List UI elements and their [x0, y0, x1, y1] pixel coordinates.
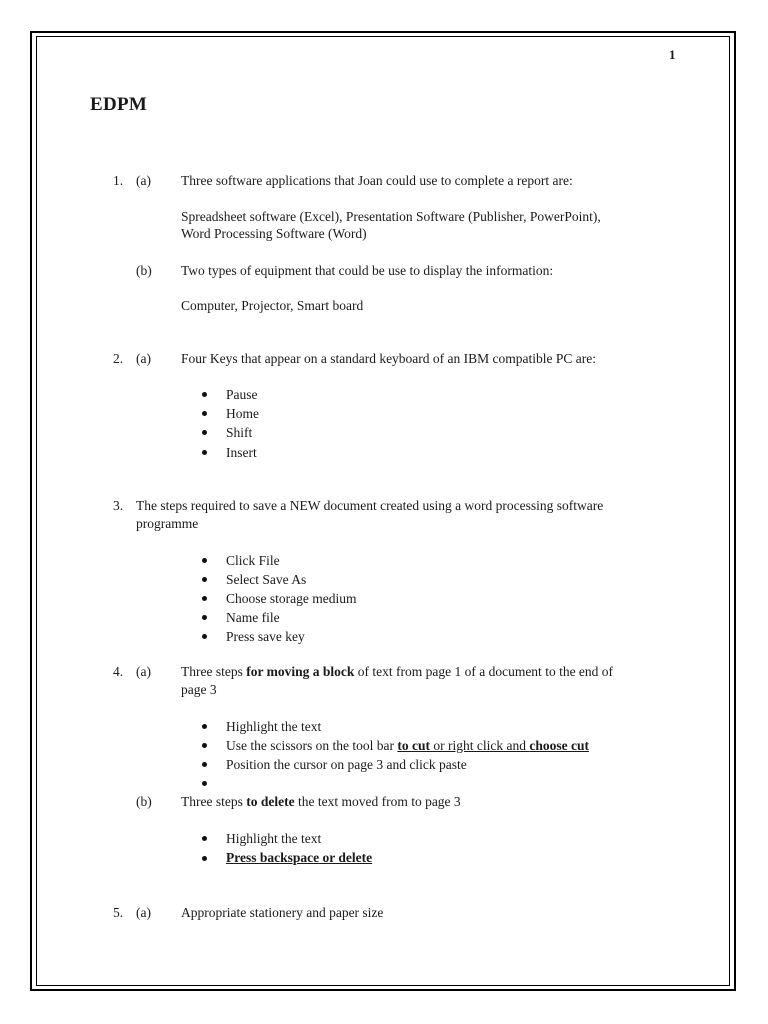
- q4a-label: (a): [136, 664, 151, 679]
- q4b-q-pre: Three steps: [181, 794, 247, 809]
- bullet: [202, 392, 207, 397]
- q4a-question-line2: page 3: [181, 682, 217, 697]
- q3-number: 3.: [113, 498, 124, 513]
- bullet: [202, 856, 207, 861]
- page-number: 1: [669, 47, 676, 62]
- bullet: [202, 781, 207, 786]
- q5a-question: Appropriate stationery and paper size: [181, 905, 384, 920]
- q4a-bullet-item: [226, 737, 589, 755]
- q3-bullet-item: Name file: [226, 610, 280, 625]
- document-title: EDPM: [90, 94, 148, 115]
- q3-question-line2: programme: [136, 516, 199, 531]
- bullet: [202, 411, 207, 416]
- q1b-question: Two types of equipment that could be use to display the information:: [181, 263, 554, 278]
- q4-number: 4.: [113, 664, 124, 679]
- q3-bullet-item: Choose storage medium: [226, 591, 357, 606]
- q1b-label: (b): [136, 263, 152, 278]
- q4b-q-bold: to delete: [246, 794, 295, 809]
- bullet: [202, 762, 207, 767]
- q1a-answer-line1: Spreadsheet software (Excel), Presentation Software (Publisher, PowerPoint),: [181, 209, 601, 224]
- q4a-bullet-item: Highlight the text: [226, 719, 322, 734]
- q3-bullet-item: Press save key: [226, 629, 305, 644]
- q3-bullet-item: Click File: [226, 553, 280, 568]
- q4b-bullet-item: Highlight the text: [226, 831, 322, 846]
- q4a-bullet-item: Position the cursor on page 3 and click paste: [226, 757, 467, 772]
- q4a-b2-mid: or right click and: [429, 738, 530, 753]
- q1b-answer: Computer, Projector, Smart board: [181, 298, 364, 313]
- q5-number: 5.: [113, 905, 124, 920]
- q1a-question: Three software applications that Joan could use to complete a report are:: [181, 173, 573, 188]
- q4b-q-post: the text moved from to page 3: [294, 794, 461, 809]
- q2a-label: (a): [136, 351, 151, 366]
- bullet: [202, 577, 207, 582]
- q3-question-line1: The steps required to save a NEW document created using a word processing software: [136, 498, 604, 513]
- bullet: [202, 558, 207, 563]
- bullet: [202, 724, 207, 729]
- q2-number: 2.: [113, 351, 124, 366]
- q2-bullet-item: Pause: [226, 387, 258, 402]
- bullet: [202, 634, 207, 639]
- q4a-b2-bold1: to cut: [397, 738, 430, 753]
- q4a-q-bold: for moving a block: [246, 664, 355, 679]
- q4a-question-line1: [181, 663, 613, 681]
- q2-bullet-item: Shift: [226, 425, 253, 440]
- q4b-bullet-item: [226, 849, 372, 867]
- q1-number: 1.: [113, 173, 124, 188]
- q3-bullet-item: Select Save As: [226, 572, 307, 587]
- bullet: [202, 450, 207, 455]
- q4a-b2-pre: Use the scissors on the tool bar: [226, 738, 398, 753]
- q4b-label: (b): [136, 794, 152, 809]
- q2-bullet-item: Home: [226, 406, 259, 421]
- q2a-question: Four Keys that appear on a standard keyboard of an IBM compatible PC are:: [181, 351, 597, 366]
- bullet: [202, 615, 207, 620]
- q4b-question: [181, 793, 461, 811]
- bullet: [202, 743, 207, 748]
- q4b-b2-bold: Press backspace or delete: [226, 850, 373, 865]
- bullet: [202, 430, 207, 435]
- q1a-label: (a): [136, 173, 151, 188]
- q4a-b2-bold2: choose cut: [529, 738, 589, 753]
- bullet: [202, 836, 207, 841]
- q5a-label: (a): [136, 905, 151, 920]
- q4a-q-pre: Three steps: [181, 664, 247, 679]
- q2-bullet-item: Insert: [226, 445, 257, 460]
- q4a-q-post: of text from page 1 of a document to the end of: [354, 664, 614, 679]
- bullet: [202, 596, 207, 601]
- q1a-answer-line2: Word Processing Software (Word): [181, 226, 367, 241]
